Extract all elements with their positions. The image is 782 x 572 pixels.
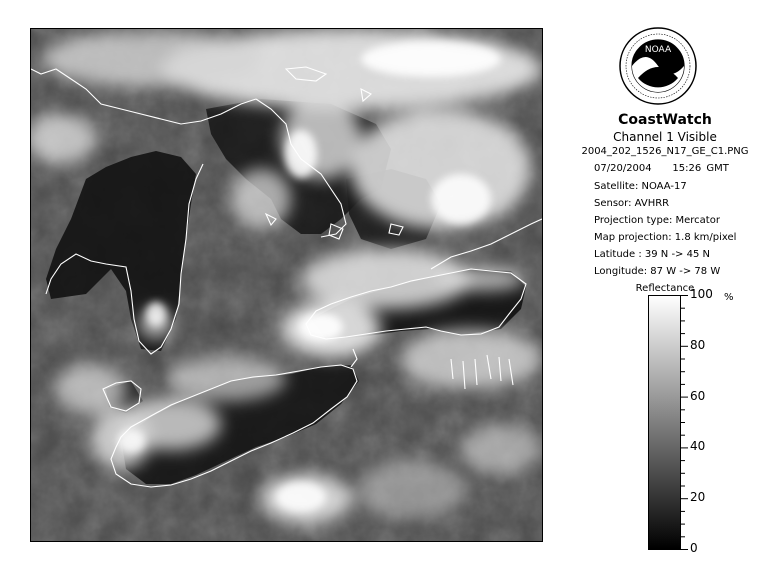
colorbar-tick-label: 80	[690, 337, 706, 352]
date-time	[594, 163, 729, 174]
colorbar-ticks	[681, 295, 741, 550]
latitude-range: Latitude : 39 N -> 45 N	[594, 249, 710, 260]
satellite-image-canvas	[31, 29, 542, 541]
colorbar-unit: %	[724, 292, 734, 303]
channel-subtitle: Channel 1 Visible	[613, 130, 717, 144]
satellite-image	[30, 28, 543, 542]
colorbar-tick-label: 100	[690, 287, 713, 301]
colorbar-label: Reflectance	[635, 283, 695, 294]
date-value: 07/20/2004	[594, 163, 652, 174]
product-title: CoastWatch	[618, 112, 712, 128]
colorbar-tick-label: 20	[690, 490, 706, 505]
noaa-logo-graphic	[618, 26, 698, 106]
colorbar-tick-label: 40	[690, 439, 706, 454]
noaa-logo	[618, 26, 698, 106]
sensor-info: Sensor: AVHRR	[594, 198, 670, 209]
time-value: 15:26 GMT	[672, 163, 729, 174]
satellite-info: Satellite: NOAA-17	[594, 181, 687, 192]
colorbar-tick-label: 0	[690, 541, 698, 555]
reflectance-colorbar	[648, 295, 681, 550]
projection-type-info: Projection type: Mercator	[594, 215, 720, 226]
colorbar-tick-label: 60	[690, 388, 706, 403]
longitude-range: Longitude: 87 W -> 78 W	[594, 266, 721, 277]
logo-text: NOAA	[644, 45, 672, 55]
map-projection-info: Map projection: 1.8 km/pixel	[594, 232, 737, 243]
file-name: 2004_202_1526_N17_GE_C1.PNG	[581, 146, 749, 157]
